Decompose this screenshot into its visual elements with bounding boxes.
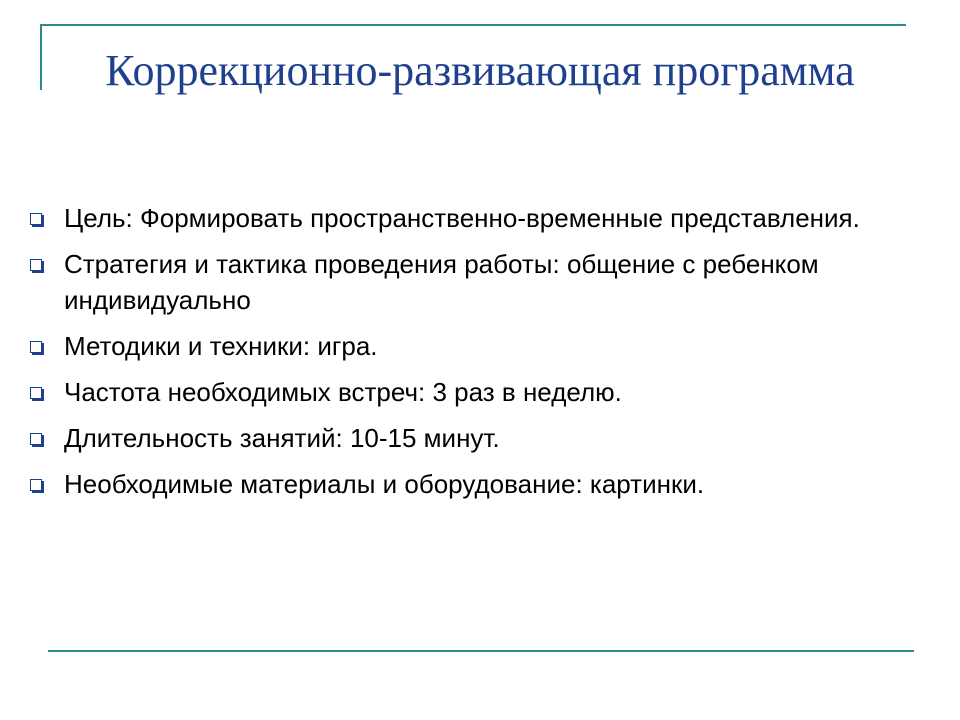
bullet-item-goal: [30, 200, 910, 236]
hollow-square-bullet-icon: [30, 433, 42, 445]
hollow-square-bullet-icon: [30, 213, 42, 225]
bullet-item-frequency: [30, 374, 910, 410]
bullet-text-frequency: Частота необходимых встреч: 3 раз в неделю.: [64, 377, 622, 407]
bullet-item-materials: [30, 466, 910, 502]
hollow-square-bullet-icon: [30, 387, 42, 399]
bullet-text-methods: Методики и техники: игра.: [64, 331, 378, 361]
bullet-text-strategy: Стратегия и тактика проведения работы: общение с ребенком индивидуально: [64, 249, 819, 315]
hollow-square-bullet-icon: [30, 259, 42, 271]
bullet-text-materials: Необходимые материалы и оборудование: картинки.: [64, 469, 705, 499]
bullet-text-duration: Длительность занятий: 10-15 минут.: [64, 423, 500, 453]
slide-title: Коррекционно-развивающая программа: [105, 46, 855, 95]
bullet-item-methods: [30, 328, 910, 364]
bullet-item-strategy: [30, 246, 910, 318]
hollow-square-bullet-icon: [30, 341, 42, 353]
frame-left-line: [40, 24, 42, 90]
bullet-item-duration: [30, 420, 910, 456]
bullet-text-goal: Цель: Формировать пространственно-временные представления.: [64, 203, 860, 233]
frame-bottom-line: [48, 650, 914, 652]
frame-top-line: [40, 24, 906, 26]
bullet-list: [30, 200, 910, 512]
hollow-square-bullet-icon: [30, 479, 42, 491]
